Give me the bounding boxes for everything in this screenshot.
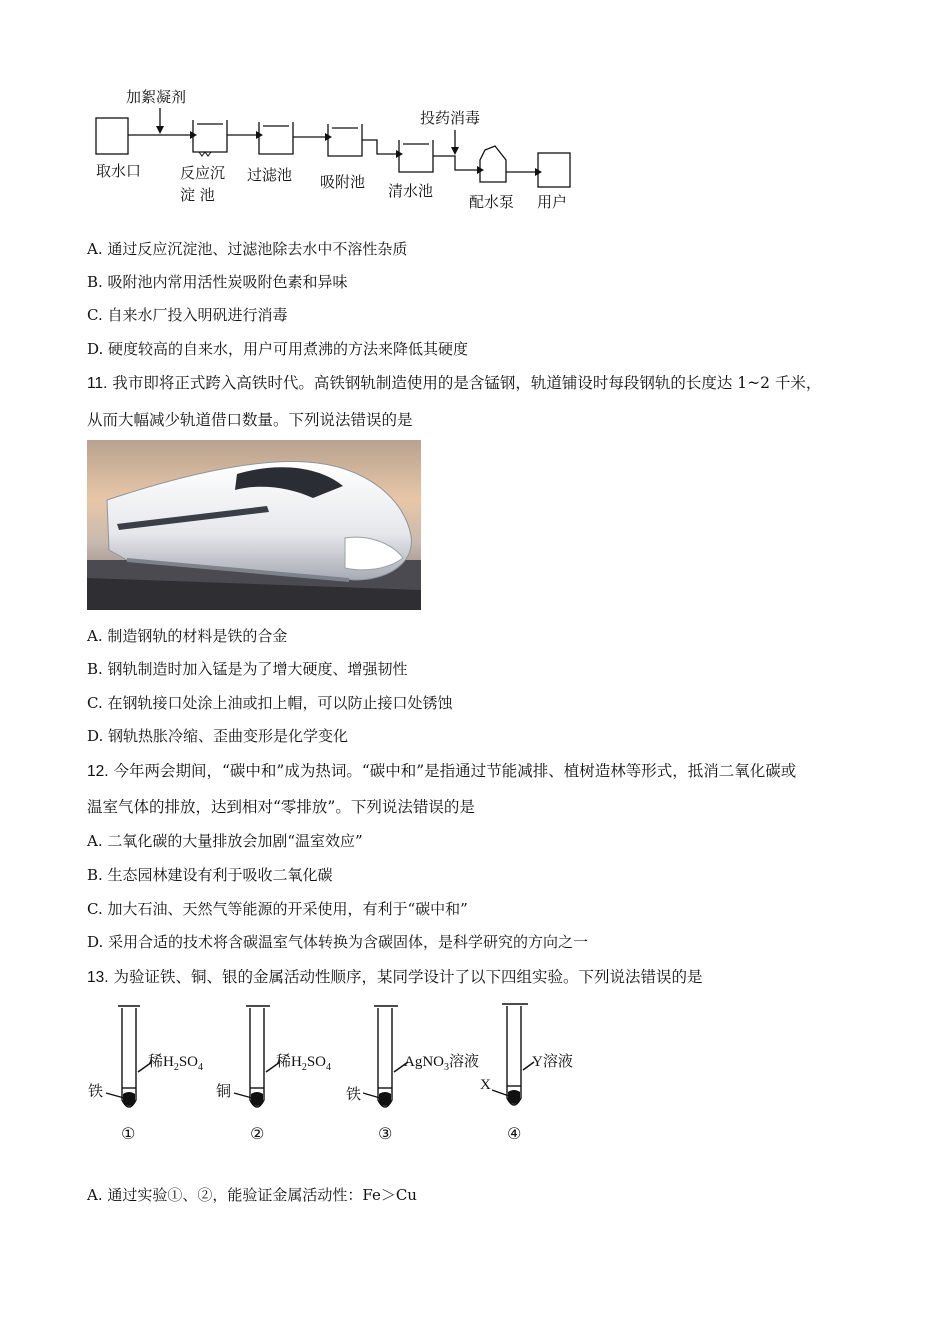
q13-stem: 13. 为验证铁、铜、银的金属活动性顺序，某同学设计了以下四组实验。下列说法错误的是 <box>87 968 703 986</box>
q13-number: 13. <box>87 969 109 986</box>
tube-1-index: ① <box>121 1124 136 1143</box>
q12-option-d: D. 采用合适的技术将含碳温室气体转换为含碳固体，是科学研究的方向之一 <box>87 933 589 951</box>
q12-option-c: C. 加大石油、天然气等能源的开采使用，有利于“碳中和” <box>87 900 468 918</box>
q10-option-d: D. 硬度较高的自来水，用户可用煮沸的方法来降低其硬度 <box>87 340 469 358</box>
tube-1-solution: 稀$H_2SO_4$ <box>148 1054 204 1073</box>
q11-stem-line2: 从而大幅减少轨道借口数量。下列说法错误的是 <box>87 411 413 429</box>
tube-2-solution: 稀$H_2SO_4$ <box>276 1054 332 1073</box>
q13-option-a: A. 通过实验①、②，能验证金属活动性：Fe＞Cu <box>87 1186 417 1204</box>
q11-option-a: A. 制造钢轨的材料是铁的合金 <box>87 627 288 645</box>
q11-option-d: D. 钢轨热胀冷缩、歪曲变形是化学变化 <box>87 727 349 745</box>
q11-option-b: B. 钢轨制造时加入锰是为了增大硬度、增强韧性 <box>87 660 408 678</box>
tube-3-metal: 铁 <box>346 1085 362 1103</box>
tube-4-index: ④ <box>507 1124 522 1143</box>
node-adsorption: 吸附池 <box>320 173 366 191</box>
node-user: 用户 <box>537 193 568 211</box>
flocculant-label: 加絮凝剂 <box>126 88 187 106</box>
q12-option-a: A. 二氧化碳的大量排放会加剧“温室效应” <box>87 832 363 850</box>
tube-4-solution: Y溶液 <box>532 1054 573 1070</box>
q12-stem-line2: 温室气体的排放，达到相对“零排放”。下列说法错误的是 <box>87 798 475 816</box>
node-sedimentation-2: 淀 池 <box>180 186 215 204</box>
node-intake: 取水口 <box>96 162 142 180</box>
q10-option-c: C. 自来水厂投入明矾进行消毒 <box>87 306 288 324</box>
tube-1-metal: 铁 <box>88 1082 104 1100</box>
disinfectant-label: 投药消毒 <box>420 109 481 127</box>
node-clear-water: 清水池 <box>388 182 434 200</box>
node-sedimentation-1: 反应沉 <box>180 164 226 182</box>
q10-option-a: A. 通过反应沉淀池、过滤池除去水中不溶性杂质 <box>87 240 408 258</box>
tube-3-index: ③ <box>378 1124 393 1143</box>
q11-option-c: C. 在钢轨接口处涂上油或扣上帽，可以防止接口处锈蚀 <box>87 694 453 712</box>
q11-number: 11. <box>87 375 108 392</box>
node-pump: 配水泵 <box>469 193 515 211</box>
tube-4-metal: X <box>480 1077 491 1093</box>
tube-2-index: ② <box>250 1124 265 1143</box>
tube-2-metal: 铜 <box>216 1082 232 1100</box>
q12-stem-line1: 12. 今年两会期间，“碳中和”成为热词。“碳中和”是指通过节能减排、植树造林等形式，抵消二氧化碳或 <box>87 762 797 780</box>
tube-3-solution: AgNO$_3$溶液 <box>404 1054 480 1073</box>
q10-option-b: B. 吸附池内常用活性炭吸附色素和异味 <box>87 273 348 291</box>
node-filter: 过滤池 <box>247 166 293 184</box>
q11-stem-line1: 11. 我市即将正式跨入高铁时代。高铁钢轨制造使用的是含锰钢，轨道铺设时每段钢轨的长度达 1~2 千米， <box>87 374 822 392</box>
q12-number: 12. <box>87 763 109 780</box>
q12-option-b: B. 生态园林建设有利于吸收二氧化碳 <box>87 866 333 884</box>
